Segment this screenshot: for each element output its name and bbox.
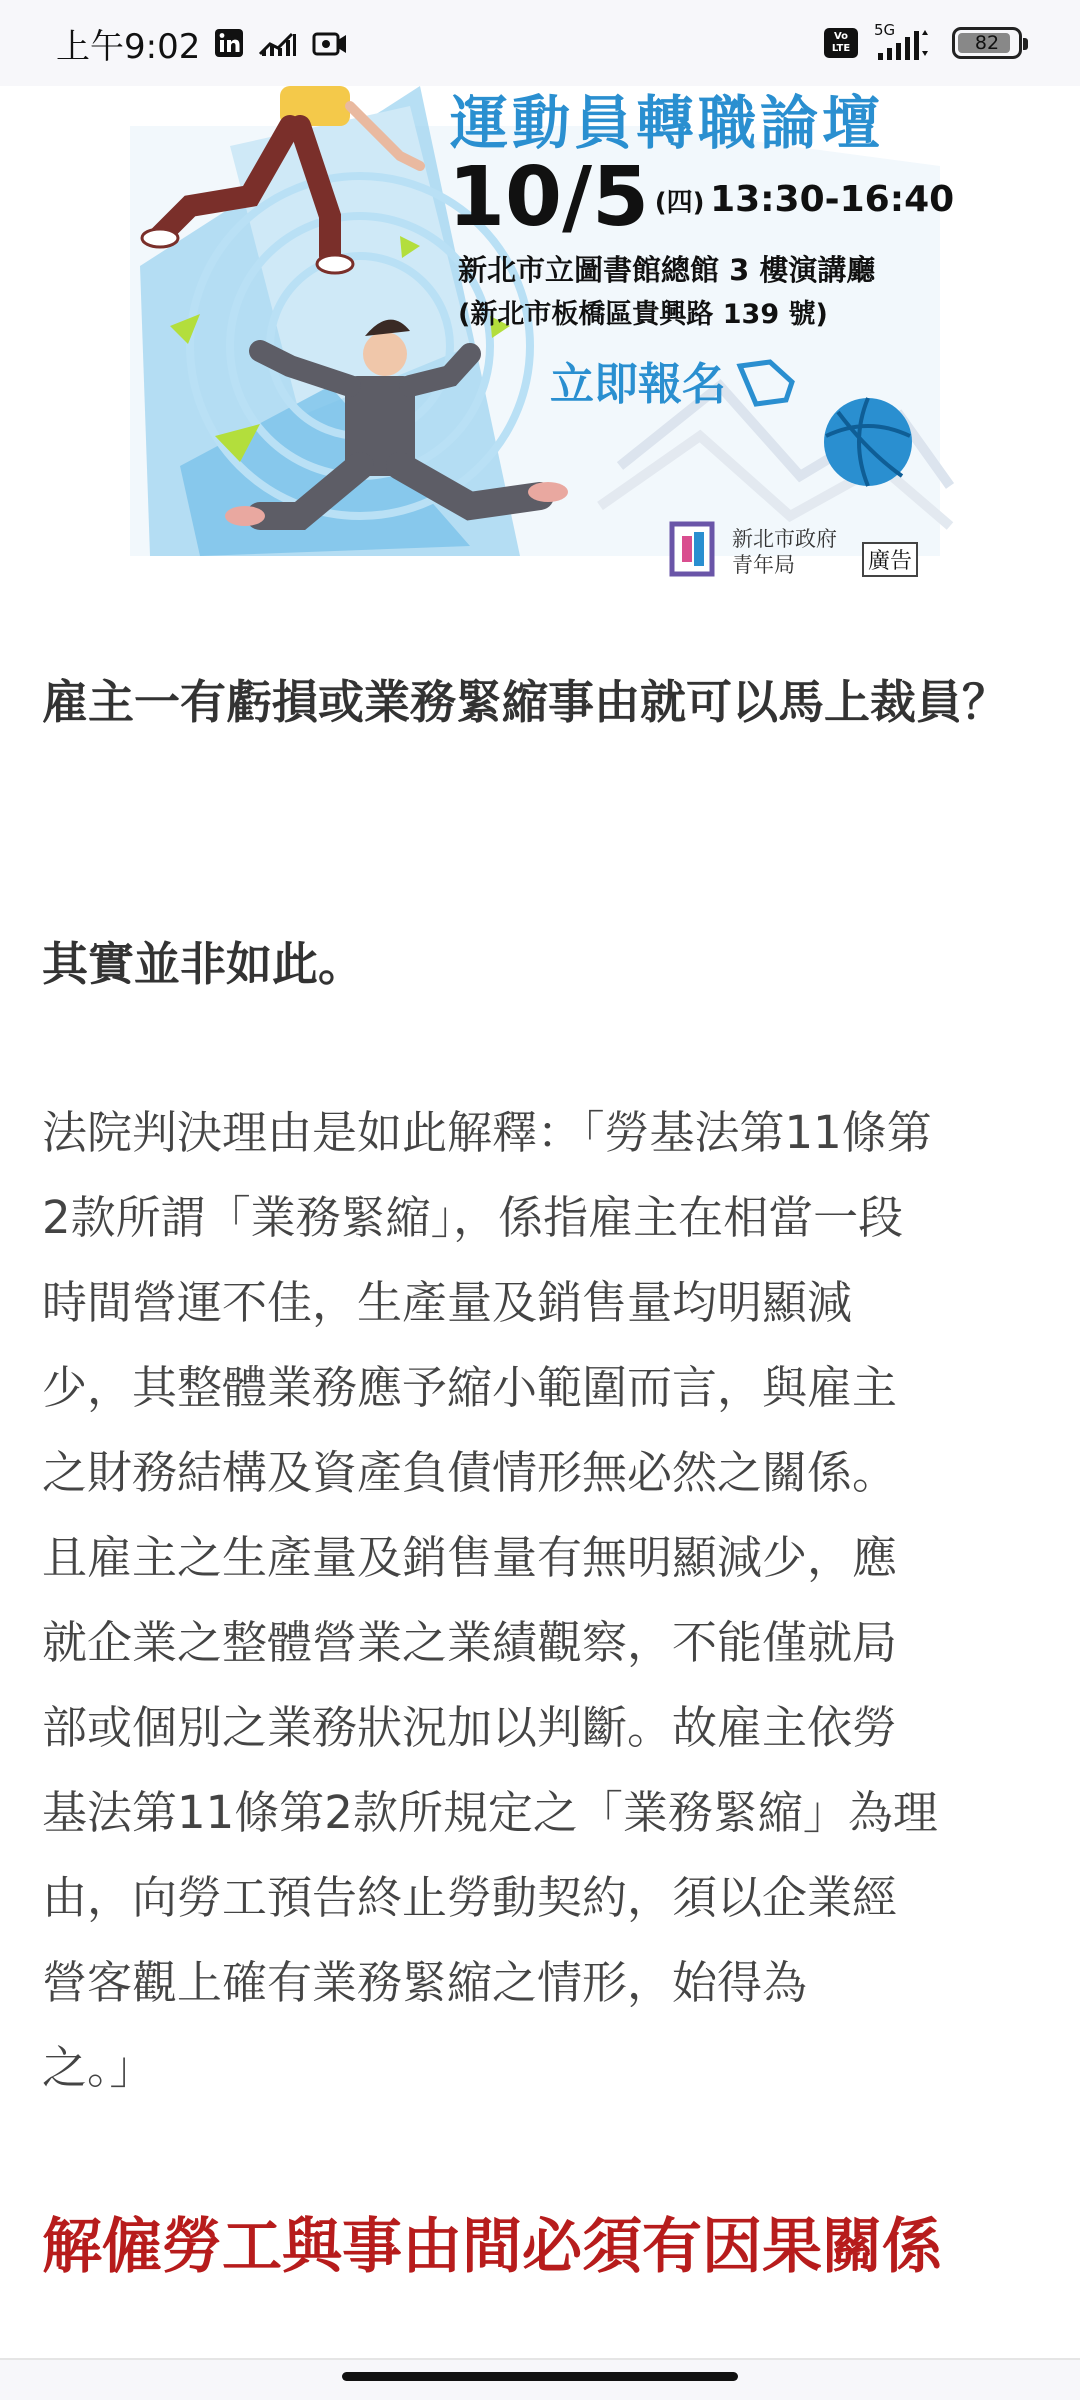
ad-venue: 新北市立圖書館總館 3 樓演講廳 bbox=[458, 253, 876, 287]
status-bar bbox=[0, 0, 1080, 86]
paragraph-line: 之財務結構及資產負債情形無必然之關係。 bbox=[42, 1446, 898, 1499]
home-indicator[interactable] bbox=[342, 2372, 738, 2381]
paragraph-line: 2款所謂「業務緊縮」，係指雇主在相當一段 bbox=[42, 1191, 904, 1244]
paragraph-line: 就企業之整體營業之業績觀察，不能僅就局 bbox=[42, 1616, 898, 1669]
volte-icon bbox=[824, 28, 858, 58]
status-bar-right bbox=[824, 23, 1022, 63]
ad-title: 運動員轉職論壇 bbox=[450, 89, 885, 157]
ad-time: 13:30-16:40 bbox=[710, 179, 955, 220]
status-bar-left bbox=[56, 19, 348, 68]
paragraph-line: 部或個別之業務狀況加以判斷。故雇主依勞 bbox=[42, 1701, 898, 1754]
clock: 上午9:02 bbox=[56, 26, 201, 67]
paragraph-line: 法院判決理由是如此解釋：「勞基法第11條第 bbox=[42, 1106, 932, 1159]
ad-organizer bbox=[732, 526, 837, 578]
question-heading: 雇主一有虧損或業務緊縮事由就可以馬上裁員？ bbox=[42, 675, 1008, 729]
cellular-signal-icon bbox=[872, 23, 938, 63]
ad-banner[interactable] bbox=[0, 86, 1080, 606]
paragraph-line: 少，其整體業務應予縮小範圍而言，與雇主 bbox=[42, 1361, 898, 1414]
answer-text: 其實並非如此。 bbox=[42, 937, 364, 991]
linkedin-icon bbox=[214, 28, 244, 58]
ad-org-line2: 青年局 bbox=[732, 553, 795, 577]
camera-icon bbox=[312, 28, 348, 58]
battery-percent: 82 bbox=[974, 32, 1000, 54]
ad-date-main: 10/5 bbox=[448, 150, 650, 245]
ad-org-line1: 新北市政府 bbox=[732, 527, 837, 551]
battery-icon bbox=[952, 27, 1022, 59]
article-body bbox=[42, 660, 1042, 2282]
ad-register-link[interactable]: 立即報名 bbox=[550, 359, 726, 410]
ad-weekday: (四) bbox=[654, 188, 705, 218]
network-type: 5G bbox=[874, 21, 896, 39]
paragraph-line: 由，向勞工預告終止勞動契約，須以企業經 bbox=[42, 1871, 898, 1924]
section-heading: 解僱勞工與事由間必須有因果關係 bbox=[42, 2212, 942, 2282]
paragraph-line: 時間營運不佳，生產量及銷售量均明顯減 bbox=[42, 1276, 853, 1329]
ad-date bbox=[448, 150, 954, 245]
battery-nub bbox=[1023, 38, 1028, 50]
ad-badge: 廣告 bbox=[862, 542, 918, 577]
signal-chart-icon bbox=[258, 28, 298, 58]
paragraph-line: 營客觀上確有業務緊縮之情形，始得為 bbox=[42, 1956, 808, 2009]
ad-address: (新北市板橋區貴興路 139 號) bbox=[458, 299, 828, 330]
paragraph-line: 之。」 bbox=[42, 2041, 155, 2094]
paragraph-line: 基法第11條第2款所規定之「業務緊縮」為理 bbox=[42, 1786, 938, 1839]
paragraph-line: 且雇主之生產量及銷售量有無明顯減少，應 bbox=[42, 1531, 898, 1584]
body-paragraph bbox=[42, 1090, 1042, 2110]
volte-label: Vo LTE bbox=[831, 31, 851, 54]
